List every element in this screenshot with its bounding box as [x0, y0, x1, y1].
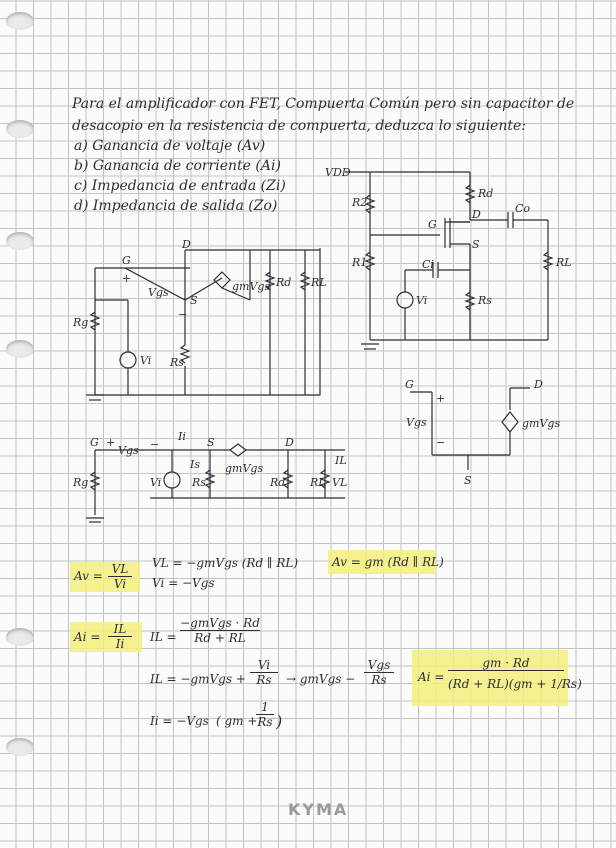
- ai-num: IL: [113, 622, 127, 636]
- ai-fraction: [108, 622, 132, 651]
- label-d-4: D: [285, 436, 294, 449]
- label-rs-1: Rs: [170, 356, 184, 369]
- label-rg-1: Rg: [73, 316, 89, 329]
- label-rl-1: RL: [311, 276, 327, 289]
- vl-equation: VL = −gmVgs (Rd ∥ RL): [152, 556, 299, 570]
- ii-frac1-den: Rs: [250, 672, 278, 687]
- av-den: Vi: [108, 576, 132, 591]
- small-signal-model: [410, 388, 530, 470]
- av-result: Av = gm (Rd ∥ RL): [332, 555, 444, 569]
- av-fraction: [108, 562, 132, 591]
- ii-final-lhs: Ii = −Vgs: [150, 714, 209, 728]
- label-rl-amp: RL: [556, 256, 572, 269]
- ii-final-paren: ( gm +: [216, 714, 258, 728]
- label-rg-4: Rg: [73, 476, 89, 489]
- kyma-logo: KYMA: [288, 800, 349, 819]
- av-num: VL: [111, 562, 129, 576]
- label-il-4: IL: [335, 454, 347, 467]
- label-s-3: S: [464, 474, 472, 487]
- question-a: a) Ganancia de voltaje (Av): [74, 138, 266, 154]
- label-g-3: G: [405, 378, 414, 391]
- label-plus-4: +: [106, 436, 116, 449]
- label-vl-4: VL: [332, 476, 348, 489]
- label-rl-4: RL: [310, 476, 326, 489]
- problem-line-2: desacopio en la resistencia de compuerta, deduzca lo siguiente:: [72, 118, 526, 134]
- label-minus-3: −: [436, 436, 446, 449]
- il-den: Rd + RL: [180, 630, 260, 645]
- label-vdd: VDD: [325, 166, 351, 179]
- label-s-amp: S: [472, 238, 480, 251]
- vi-equation: Vi = −Vgs: [152, 576, 215, 590]
- label-is-4: Is: [190, 458, 200, 471]
- label-vi-amp: Vi: [416, 294, 428, 307]
- ii-frac2-den: Rs: [364, 672, 394, 687]
- il-fraction: [180, 616, 260, 645]
- label-vi-1: Vi: [140, 354, 152, 367]
- label-ii-4: Ii: [178, 430, 186, 443]
- ii-fraction-1: [250, 658, 278, 687]
- ii-lhs: IL = −gmVgs +: [150, 672, 246, 686]
- label-s-1: S: [190, 294, 198, 307]
- label-vgs-3: Vgs: [406, 416, 427, 429]
- question-b: b) Ganancia de corriente (Ai): [74, 158, 281, 174]
- amplifier-schematic: [345, 172, 552, 349]
- label-rd-1: Rd: [276, 276, 292, 289]
- question-d: d) Impedancia de salida (Zo): [74, 198, 278, 214]
- label-plus-3: +: [436, 392, 446, 405]
- problem-line-1: Para el amplificador con FET, Compuerta Común pero sin capacitor de: [72, 96, 575, 112]
- ii-final-den: Rs: [257, 715, 273, 729]
- il-lhs: IL =: [150, 630, 177, 644]
- ai-result-lhs: Ai =: [418, 670, 445, 684]
- label-g-amp: G: [428, 218, 437, 231]
- il-num: −gmVgs · Rd: [180, 616, 260, 630]
- label-s-4: S: [207, 436, 215, 449]
- label-gmvgs-4: gmVgs: [225, 462, 264, 475]
- question-c: c) Impedancia de entrada (Zi): [74, 178, 286, 194]
- small-signal-circuit-1: [86, 248, 320, 400]
- label-rd-amp: Rd: [478, 187, 494, 200]
- ii-final-num: 1: [261, 700, 269, 714]
- label-ci: Ci: [422, 258, 434, 271]
- label-rd-4: Rd: [270, 476, 286, 489]
- ai-result-den: (Rd + RL)(gm + 1/Rs): [448, 670, 564, 691]
- label-minus-1: −: [178, 308, 188, 321]
- ai-result-num: gm · Rd: [482, 656, 530, 670]
- ai-lhs: Ai =: [74, 630, 101, 644]
- ii-final-fraction: [256, 700, 274, 729]
- label-d-amp: D: [472, 208, 481, 221]
- ii-frac1-num: Vi: [257, 658, 271, 672]
- label-rs-amp: Rs: [478, 294, 492, 307]
- label-vgs-1: Vgs: [148, 286, 169, 299]
- label-gmvgs-3: gmVgs: [522, 417, 561, 430]
- ii-frac2-num: Vgs: [367, 658, 391, 672]
- label-g-4: G: [90, 436, 99, 449]
- ii-final-close: ): [276, 712, 283, 731]
- ii-fraction-2: [364, 658, 394, 687]
- ai-result-fraction: [448, 656, 582, 691]
- label-vgs-4: Vgs: [118, 444, 139, 457]
- label-co: Co: [515, 202, 531, 215]
- label-d-1: D: [182, 238, 191, 251]
- ii-mid: → gmVgs −: [286, 672, 356, 686]
- label-r2: R2: [352, 196, 368, 209]
- label-r1: R1: [352, 256, 368, 269]
- label-rs-4: Rs: [192, 476, 206, 489]
- label-plus-1: +: [122, 272, 132, 285]
- label-minus-4: −: [150, 438, 160, 451]
- label-gmvgs-1: gmVgs: [232, 280, 271, 293]
- label-g-1: G: [122, 254, 131, 267]
- label-vi-4: Vi: [150, 476, 162, 489]
- ai-den: Ii: [108, 636, 132, 651]
- label-d-3: D: [534, 378, 543, 391]
- av-lhs: Av =: [74, 569, 103, 583]
